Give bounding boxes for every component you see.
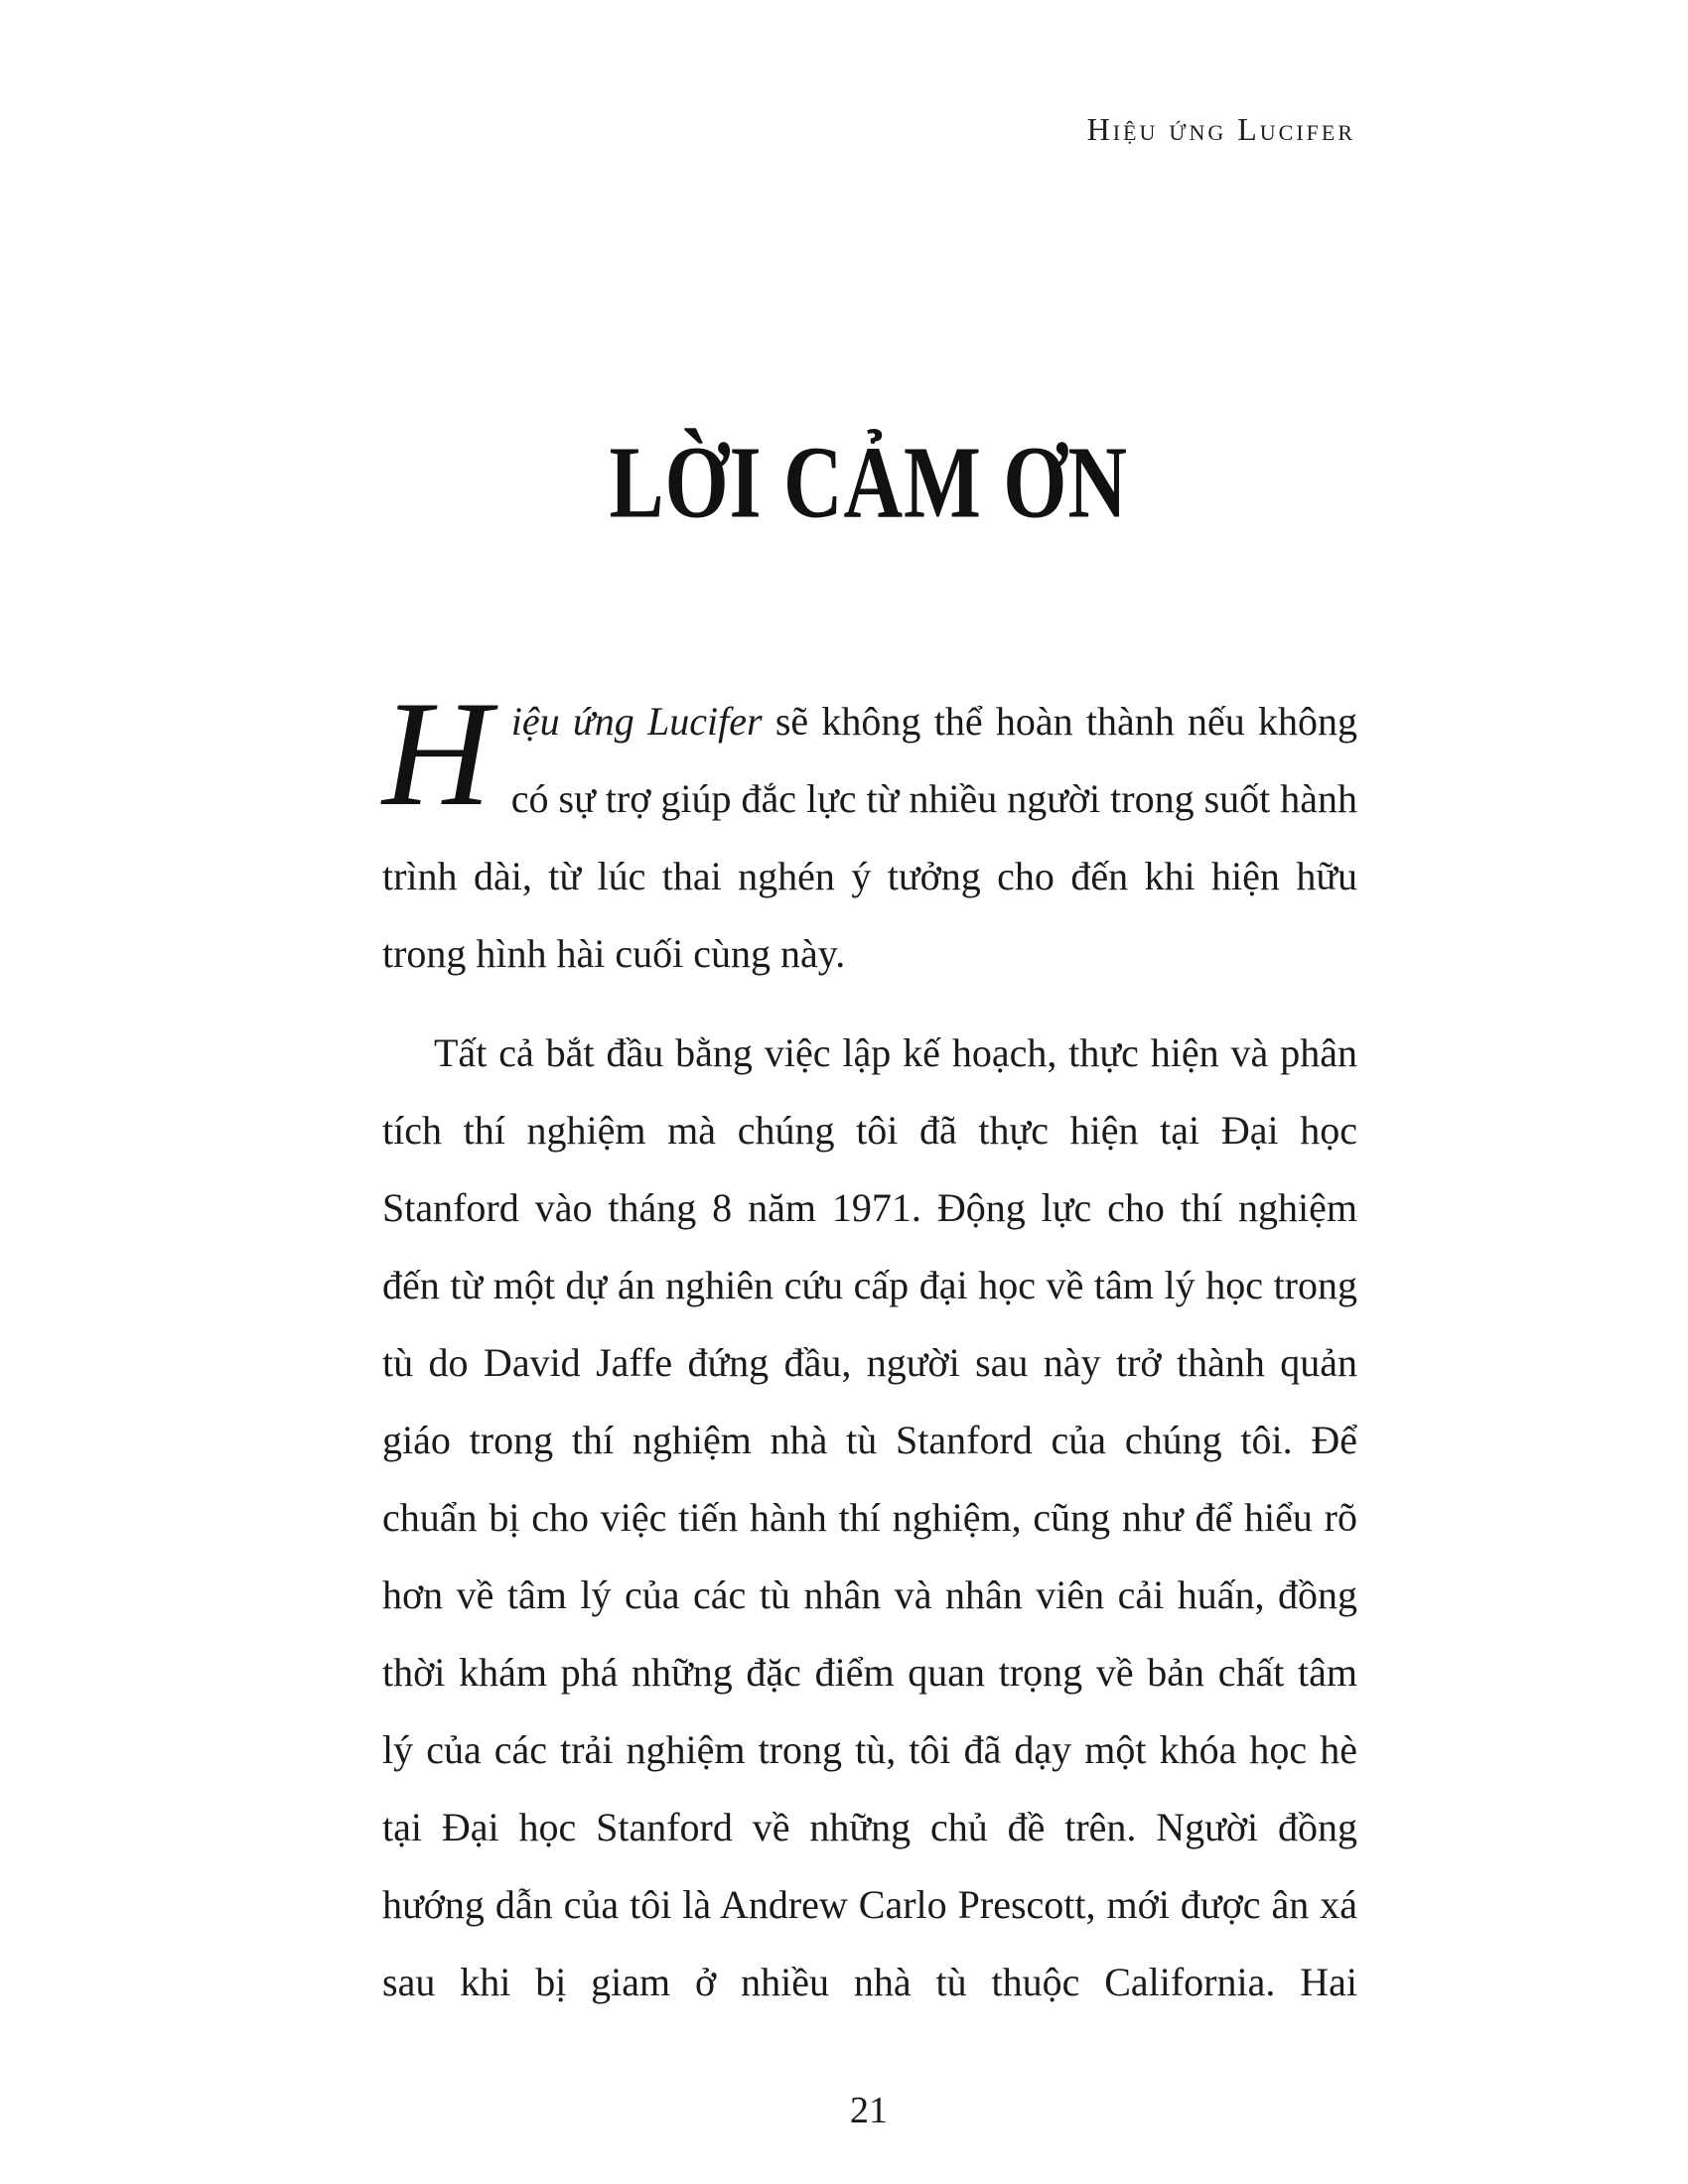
paragraph-1 bbox=[382, 670, 1358, 993]
paragraph-1-text: sẽ không thể hoàn thành nếu không có sự trợ giúp đắc lực từ nhiều người trong suốt hành trình dài, từ lúc thai nghén ý tưởng cho đến khi hiện hữu trong hình hài cuối cùng này. bbox=[382, 699, 1358, 976]
paragraph-2 bbox=[382, 1015, 1357, 2021]
page-number: 21 bbox=[850, 2090, 888, 2131]
dropcap-letter: H bbox=[382, 670, 492, 837]
paragraph-2-text: Tất cả bắt đầu bằng việc lập kế hoạch, thực hiện và phân tích thí nghiệm mà chúng tôi đã thực hiện tại Đại học Stanford vào tháng 8 năm 1971. Động lực cho thí nghiệm đến từ một dự án nghiên cứu cấp đại học về tâm lý học trong tù do David Jaffe đứng đầu, người sau này trở thành quản giáo trong thí nghiệm nhà tù Stanford của chúng tôi. Để chuẩn bị cho việc tiến hành thí nghiệm, cũng như để hiểu rõ hơn về tâm lý của các tù nhân và nhân viên cải huấn, đồng thời khám phá những đặc điểm quan trọng về bản chất tâm lý của các trải nghiệm trong tù, tôi đã dạy một khóa học hè tại Đại học Stanford về những chủ đề trên. Người đồng hướng dẫn của tôi là Andrew Carlo Prescott, mới được ân xá sau khi bị giam ở nhiều nhà tù thuộc California. Hai bbox=[382, 1030, 1357, 2004]
running-header: Hiệu ứng Lucifer bbox=[1086, 111, 1355, 147]
paragraph-1-italic-lead: iệu ứng Lucifer bbox=[510, 699, 763, 744]
body-text-block bbox=[382, 670, 1358, 2043]
chapter-title-text: LỜI CẢM ƠN bbox=[609, 424, 1129, 540]
chapter-title bbox=[382, 424, 1355, 540]
